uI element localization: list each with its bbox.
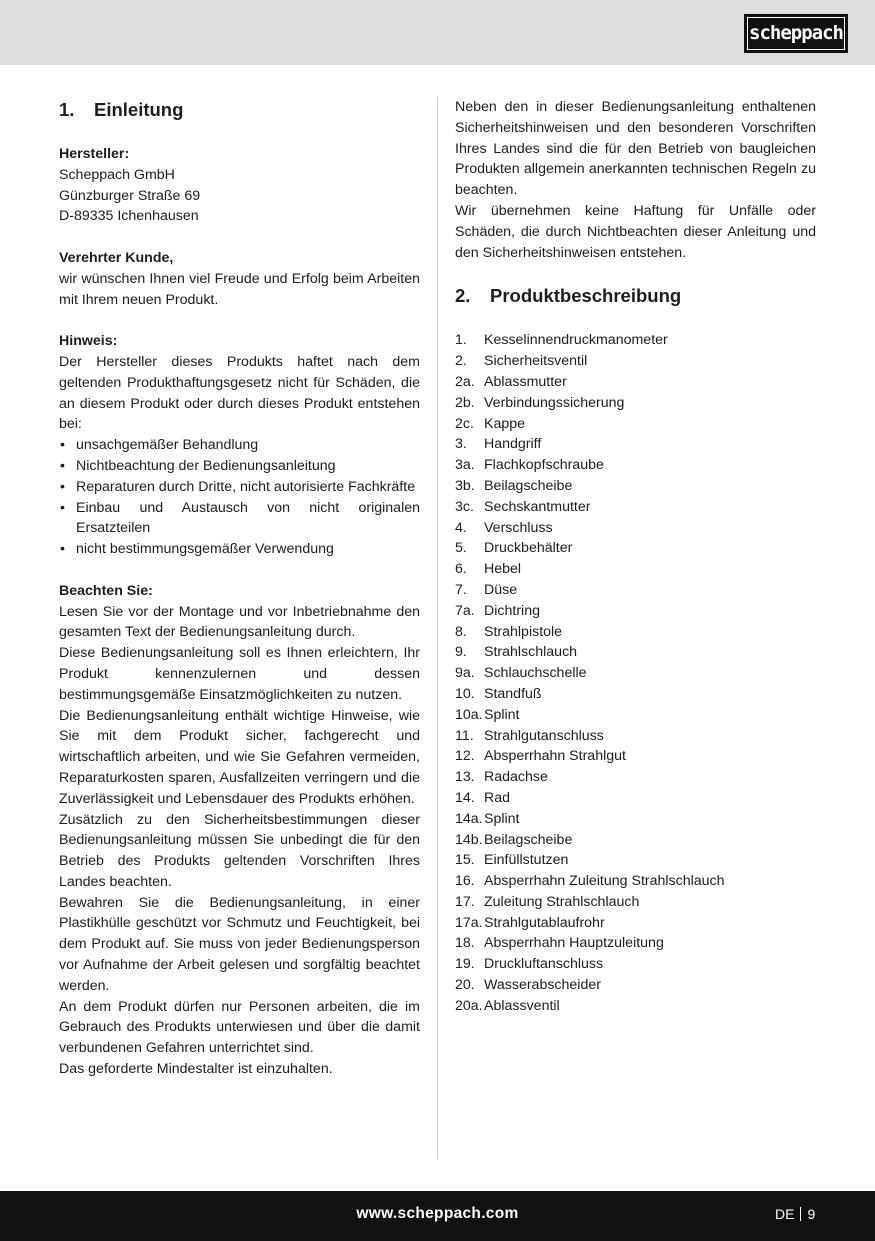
- part-name: Sicherheitsventil: [484, 353, 588, 370]
- manufacturer-line: D-89335 Ichenhausen: [59, 208, 199, 225]
- section-title: Einleitung: [94, 99, 184, 120]
- part-number: 2b.: [455, 394, 475, 411]
- part-name: Druckluftanschluss: [484, 956, 604, 973]
- part-name: Standfuß: [484, 685, 542, 702]
- part-number: 3c.: [455, 498, 474, 515]
- list-item: [455, 330, 816, 351]
- part-number: 9a.: [455, 665, 475, 682]
- list-item: • Einbau und Austausch von nicht originalen Ersatzteilen: [59, 498, 420, 540]
- part-name: Strahlpistole: [484, 623, 563, 640]
- website-link[interactable]: www.scheppach.com: [356, 1205, 519, 1222]
- part-name: Einfüllstutzen: [484, 852, 569, 869]
- manufacturer-label: Hersteller:: [59, 146, 130, 162]
- section-number: 1.: [59, 99, 75, 120]
- part-number: 10a.: [455, 706, 483, 723]
- part-name: Kesselinnendruckmanometer: [484, 332, 668, 349]
- part-number: 20.: [455, 977, 475, 994]
- part-name: Ablassmutter: [484, 373, 567, 390]
- part-number: 19.: [455, 956, 475, 973]
- list-item: [455, 746, 816, 767]
- section-heading-introduction: [59, 97, 420, 123]
- part-number: 2a.: [455, 373, 475, 390]
- list-item: • Reparaturen durch Dritte, nicht autorisierte Fachkräfte: [59, 477, 420, 498]
- part-number: 4.: [455, 519, 467, 536]
- part-name: Sechskantmutter: [484, 498, 591, 515]
- list-item: [455, 892, 816, 913]
- part-number: 16.: [455, 873, 475, 890]
- part-name: Strahlgutanschluss: [484, 727, 604, 744]
- separator: [800, 1207, 801, 1221]
- customer-text: wir wünschen Ihnen viel Freude und Erfolg beim Arbeiten mit Ihrem neuen Produkt.: [59, 270, 420, 308]
- part-number: 2c.: [455, 415, 474, 432]
- section-title: Produktbeschreibung: [490, 285, 682, 307]
- part-name: Rad: [484, 789, 511, 806]
- part-number: 2.: [455, 353, 467, 370]
- list-item: [455, 601, 816, 622]
- paragraph: Bewahren Sie die Bedienungsanleitung, in einer Plastikhülle geschützt vor Schmutz und Feuchtigkeit, bei dem Produkt auf. Sie muss von jeder Bedienungsperson vor Aufnahme der Arbeit gelesen und sorgfältig beachtet werden.: [59, 894, 420, 994]
- paragraph: Neben den in dieser Bedienungsanleitung enthaltenen Sicherheitshinweisen und den besonderen Vorschriften Ihres Landes sind die für den Betrieb von baugleichen Produkten allgemein anerkannten technischen Regeln zu beachten.: [455, 99, 816, 199]
- part-number: 6.: [455, 561, 467, 578]
- part-name: Absperrhahn Zuleitung Strahlschlauch: [484, 873, 725, 890]
- left-column: [59, 97, 420, 1080]
- list-item: [455, 705, 816, 726]
- part-number: 15.: [455, 852, 475, 869]
- section-heading-product-description: [455, 283, 816, 309]
- note-bullet-list: [59, 435, 420, 560]
- part-name: Schlauchschelle: [484, 665, 587, 682]
- part-number: 8.: [455, 623, 467, 640]
- list-item: [455, 871, 816, 892]
- part-number: 18.: [455, 935, 475, 952]
- list-item: [455, 913, 816, 934]
- list-item: [455, 622, 816, 643]
- list-item: [455, 767, 816, 788]
- page-number: 9: [807, 1206, 816, 1222]
- part-number: 3.: [455, 436, 467, 453]
- part-number: 10.: [455, 685, 475, 702]
- part-name: Beilagscheibe: [484, 477, 573, 494]
- part-number: 7a.: [455, 602, 475, 619]
- part-number: 14b.: [455, 831, 483, 848]
- list-item: [455, 975, 816, 996]
- part-name: Splint: [484, 810, 520, 827]
- list-item: [455, 455, 816, 476]
- manufacturer-line: Scheppach GmbH: [59, 166, 175, 183]
- paragraph: Das geforderte Mindestalter ist einzuhalten.: [59, 1061, 333, 1078]
- list-item: [455, 559, 816, 580]
- part-name: Verschluss: [484, 519, 553, 536]
- footer-bar: [0, 1191, 875, 1241]
- part-number: 17a.: [455, 914, 483, 931]
- part-number: 1.: [455, 332, 467, 349]
- list-item: [455, 788, 816, 809]
- part-number: 13.: [455, 769, 475, 786]
- brand-logo: scheppach: [744, 14, 848, 53]
- list-item: [455, 954, 816, 975]
- part-name: Wasserabscheider: [484, 977, 601, 994]
- part-number: 12.: [455, 748, 475, 765]
- customer-label: Verehrter Kunde,: [59, 249, 174, 266]
- paragraph: Wir übernehmen keine Haftung für Unfälle oder Schäden, die durch Nichtbeachten dieser Anleitung und den Sicherheitshinweisen entstehen.: [455, 202, 816, 261]
- list-item: • unsachgemäßer Behandlung: [59, 435, 420, 456]
- list-item: • Nichtbeachtung der Bedienungsanleitung: [59, 456, 420, 477]
- manufacturer-line: Günzburger Straße 69: [59, 187, 201, 204]
- header-bar: [0, 0, 875, 65]
- list-item: [455, 684, 816, 705]
- part-name: Ablassventil: [484, 997, 560, 1014]
- part-name: Hebel: [484, 561, 522, 578]
- language-code: DE: [775, 1206, 795, 1222]
- paragraph: Zusätzlich zu den Sicherheitsbestimmungen dieser Bedienungsanleitung müssen Sie unbedingt die für den Betrieb des Produkts geltenden Vorschriften Ihres Landes beachten.: [59, 811, 420, 890]
- list-item: [455, 476, 816, 497]
- part-name: Splint: [484, 706, 520, 723]
- part-number: 5.: [455, 540, 467, 557]
- part-number: 11.: [455, 727, 474, 744]
- part-number: 7.: [455, 581, 467, 598]
- section-number: 2.: [455, 285, 471, 307]
- list-item: • nicht bestimmungsgemäßer Verwendung: [59, 539, 420, 560]
- note-label: Hinweis:: [59, 333, 118, 350]
- paragraph: An dem Produkt dürfen nur Personen arbeiten, die im Gebrauch des Produkts unterwiesen und über die damit verbundenen Gefahren unterrichtet sind.: [59, 998, 420, 1057]
- part-number: 3b.: [455, 477, 475, 494]
- part-number: 14a.: [455, 810, 483, 827]
- list-item: [455, 414, 816, 435]
- list-item: [455, 830, 816, 851]
- list-item: [455, 809, 816, 830]
- list-item: [455, 996, 816, 1017]
- part-name: Handgriff: [484, 436, 542, 453]
- page-indicator: [775, 1206, 815, 1222]
- part-name: Strahlgutablaufrohr: [484, 914, 605, 931]
- parts-list: [455, 330, 816, 1016]
- observe-label: Beachten Sie:: [59, 582, 153, 599]
- part-name: Flachkopfschraube: [484, 457, 604, 474]
- list-item: [455, 497, 816, 518]
- part-name: Radachse: [484, 769, 548, 786]
- list-item: [455, 351, 816, 372]
- list-item: [455, 663, 816, 684]
- list-item: [455, 580, 816, 601]
- list-item: [455, 726, 816, 747]
- part-number: 9.: [455, 644, 467, 661]
- part-name: Beilagscheibe: [484, 831, 573, 848]
- part-name: Absperrhahn Hauptzuleitung: [484, 935, 664, 952]
- part-number: 20a.: [455, 997, 483, 1014]
- list-item: [455, 518, 816, 539]
- part-name: Absperrhahn Strahlgut: [484, 748, 626, 765]
- note-text: Der Hersteller dieses Produkts haftet nach dem geltenden Produkthaftungsgesetz nicht für Schäden, die an diesem Produkt oder durch dieses Produkt entstehen bei:: [59, 353, 420, 433]
- part-name: Druckbehälter: [484, 540, 573, 557]
- list-item: [455, 642, 816, 663]
- part-number: 3a.: [455, 457, 475, 474]
- paragraph: Die Bedienungsanleitung enthält wichtige Hinweise, wie Sie mit dem Produkt sicher, fachgerecht und wirtschaftlich arbeiten, und wie Sie Gefahren vermeiden, Reparaturkosten sparen, Ausfallzeiten verringern und die Zuverlässigkeit und Lebensdauer des Produkts erhöhen.: [59, 707, 420, 807]
- list-item: [455, 434, 816, 455]
- part-name: Dichtring: [484, 602, 540, 619]
- list-item: [455, 372, 816, 393]
- right-column: [455, 97, 816, 1017]
- part-name: Verbindungssicherung: [484, 394, 625, 411]
- list-item: [455, 933, 816, 954]
- list-item: [455, 538, 816, 559]
- part-number: 17.: [455, 893, 475, 910]
- part-name: Düse: [484, 581, 518, 598]
- part-name: Kappe: [484, 415, 526, 432]
- part-name: Zuleitung Strahlschlauch: [484, 893, 640, 910]
- part-name: Strahlschlauch: [484, 644, 578, 661]
- paragraph: Diese Bedienungsanleitung soll es Ihnen erleichtern, Ihr Produkt kennenzulernen und dessen bestimmungsgemäße Einsatzmöglichkeiten zu nutzen.: [59, 645, 420, 703]
- column-divider: [437, 97, 438, 1159]
- part-number: 14.: [455, 789, 475, 806]
- list-item: [455, 393, 816, 414]
- paragraph: Lesen Sie vor der Montage und vor Inbetriebnahme den gesamten Text der Bedienungsanleitung durch.: [59, 603, 420, 641]
- list-item: [455, 850, 816, 871]
